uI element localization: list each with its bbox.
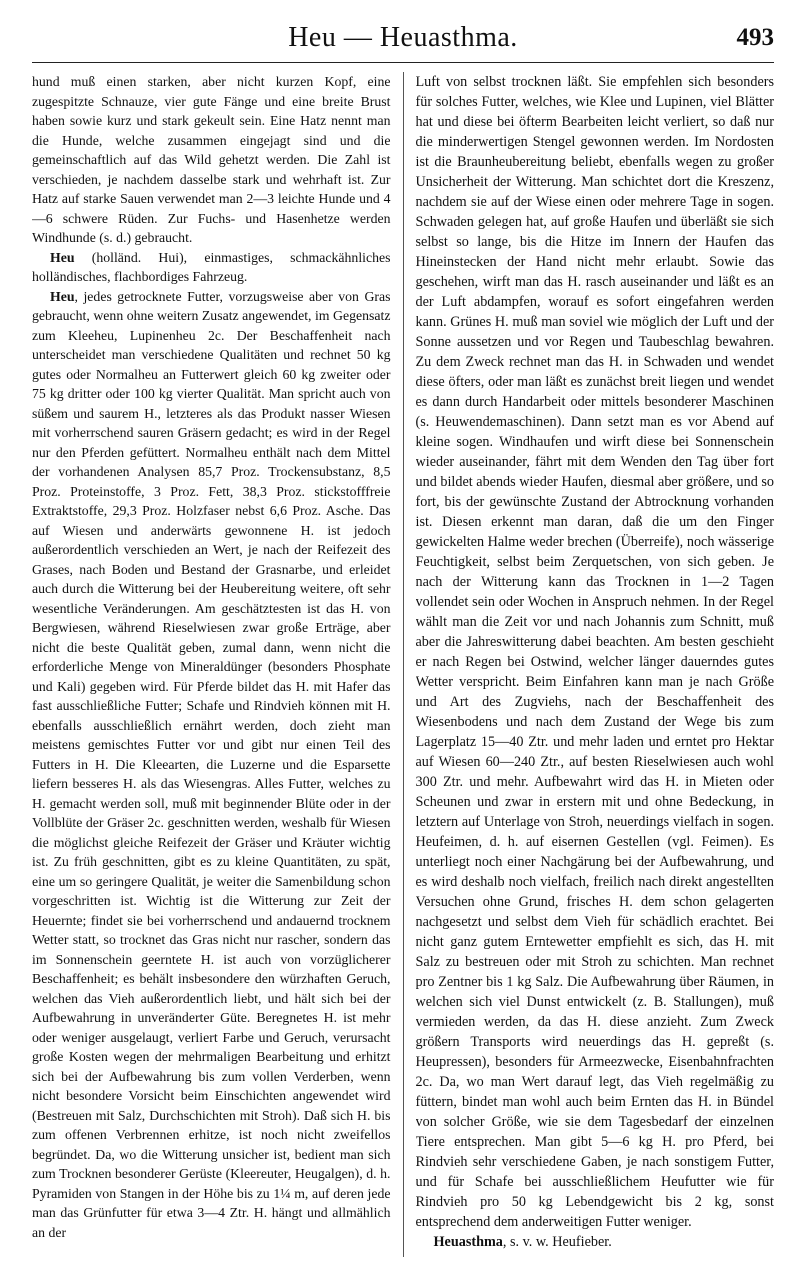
left-column (32, 72, 391, 1257)
running-title: Heu — Heuasthma. (288, 22, 518, 53)
paragraph-continuation: hund muß einen starken, aber nicht kurzen Kopf, eine zugespitzte Schnauze, vier gute Fänge und eine breite Brust haben sowie kurz und stark gekeult sein. Eine Hatz nennt man die Hunde, welche zusammen eingejagt sind und die gemeinschaftlich auf das Wild gehetzt werden. Die Zahl ist verschieden, je nachdem dasselbe stark und wehrhaft ist. Zur Hatz auf starke Sauen verwendet man 2—3 leichte Hunde und 4—6 schwere Rüden. Zur Fuchs- und Hasenhetze werden Windhunde (s. d.) gebraucht. (32, 74, 391, 245)
entry-body: (holländ. Hui), einmastiges, schmackähnliches holländisches, flachbordiges Fahrzeug. (32, 249, 391, 284)
right-column (416, 72, 775, 1257)
entry-headword: Heuasthma (433, 1234, 503, 1250)
entry-heu-vessel (32, 248, 391, 287)
entry-body: , s. v. w. Heufieber. (502, 1234, 612, 1250)
column-divider (403, 72, 404, 1257)
page-number: 493 (736, 24, 774, 51)
page-header (32, 22, 774, 63)
entry-headword: Heu (50, 288, 75, 304)
entry-heuasthma (416, 1232, 775, 1252)
entry-body: , jedes getrocknete Futter, vorzugsweise aber von Gras gebraucht, wenn ohne weitern Zusatz angewendet, im Gegensatz zum Kleeheu, Lupinenheu 2c. Der Beschaffenheit nach unterscheidet man verschiedene Qualitäten und rechnet 50 kg gutes oder Normalheu an Futterwert gleich 60 kg zweiter oder 75 kg dritter oder 100 kg vierter Qualität. Man spricht auch von süßem und saurem H., letzteres als das Produkt nasser Wiesen mit vorherrschend sauren Gräsern gedacht; es wird in der Regel nur den Pferden gefüttert. Normalheu enthält nach dem Mittel der vorhandenen Analysen 85,7 Proz. Trockensubstanz, 8,5 Proz. Proteinstoffe, 3 Proz. Fett, 38,3 Proz. stickstofffreie Extraktstoffe, 29,3 Proz. Holzfaser nebst 6,6 Proz. Asche. Das auf Wiesen und anderwärts gewonnene H. ist jedoch außerordentlich verschieden an Wert, je nach der Reifezeit des Grases, nach Boden und Bestand der Grasnarbe, und erleidet auch durch die Witterung bei der Heubereitung weitere, oft sehr wesentliche Veränderungen. Am geschätztesten ist das H. von Bergwiesen, während Rieselwiesen zwar große Erträge, aber nicht die beste Qualität geben, zumal dann, wenn nicht die erforderliche Menge von Mineraldünger (besonders Phosphate und Kali) gegeben wird. Für Pferde bildet das H. mit Hafer das fast ausschließliche Futter; Schafe und Rindvieh können mit H. ebenfalls ausschließlich ernährt werden, doch zieht man meistens gemischtes Futter vor und gibt nur einen Teil des Futters in H. Die Kleearten, die Luzerne und die Esparsette liefern besseres H. als das Wiesengras. Alles Futter, welches zu H. gemacht werden soll, muß mit beginnender Blüte oder in der Vollblüte der Gräser 2c. geschnitten werden, weshalb für Wiesen die möglichst gleiche Reifezeit der Gräser und Kräuter wichtig ist. Zu früh geschnitten, gibt es zu kleine Quantitäten, zu spät, eine um so geringere Qualität, je weiter die Samenbildung schon vorgeschritten ist. Wichtig ist die Witterung zur Zeit der Heuernte; findet sie bei vorherrschend und andauernd trocknem Wetter statt, so trocknet das Gras nicht nur rascher, sondern das im Sonnenschein geerntete H. ist auch von vorzüglicherer Beschaffenheit; es behält insbesondere den würzhaften Geruch, welchen das Vieh außerordentlich liebt, und hält sich bei der Aufbewahrung in unveränderter Güte. Beregnetes H. ist mehr oder weniger ausgelaugt, verliert Farbe und Geruch, verursacht große Kosten wegen der mehrmaligen Bearbeitung und erhitzt sich bei der Aufbewahrung bis zum vollen Verderben, wenn nicht besondere Vorsicht beim Einschichten angewendet wird (Bestreuen mit Salz, Durchschichten mit Stroh). Daß sich H. bis zum offenen Verbrennen erhitze, ist noch nicht zweifellos begründet. Da, wo die Witterung unsicher ist, bedient man sich zum Trocknen besonderer Gerüste (Kleereuter, Heugalgen), d. h. Pyramiden von Stangen in der Höhe bis zu 1¼ m, auf deren jede man das Grünfutter für etwa 3—4 Ztr. H. hängt und allmählich an der (32, 288, 391, 1240)
text-columns (32, 72, 774, 1257)
entry-headword: Heu (50, 249, 75, 265)
entry-heu-fodder (32, 287, 391, 1243)
paragraph-continuation: Luft von selbst trocknen läßt. Sie empfehlen sich besonders für solches Futter, welches, wie Klee und Lupinen, viel Blätter hat und diese bei öfterm Bearbeiten leicht verliert, so daß nur die minderwertigen Stengel gewonnen werden. Im Nordosten ist die Braunheubereitung beliebt, ebenfalls wegen zu großer Unsicherheit der Witterung. Man schichtet dort die Kreszenz, nachdem sie auf der Wiese einen oder mehrere Tage in sogen. Schwaden gelegen hat, auf große Haufen und überläßt sie sich selbst so lange, bis die Hitze im Innern der Haufen das Hineinstecken der Hand nicht mehr erlaubt. Sowie das geschehen, wirft man das H. rasch auseinander und läßt es an der Luft abdampfen, worauf es sofort eingefahren werden kann. Grünes H. muß man soviel wie möglich der Luft und der Sonne aussetzen und vor Regen und Taubeschlag bewahren. Zu dem Zweck rechnet man das H. in Schwaden und wendet diese öfters, oder man läßt es zunächst breit liegen und wendet es dann durch Handarbeit oder mittels besonderer Maschinen (s. Heuwendemaschinen). Dann setzt man es vor Abend auf kleine sogen. Windhaufen und wirft diese bei Sonnenschein wieder auseinander, fährt mit dem Wenden den Tag über fort und bildet abends wieder Haufen, diesmal aber größere, und so fort, bis der gewünschte Zustand der Abtrocknung vorhanden ist. Diesen erkennt man daran, daß die um den Finger gewickelten Halme weder brechen (Überreife), noch wässerige Feuchtigkeit, selbst beim Zerquetschen, von sich geben. Je nach der Witterung kann das Trocknen in 1—2 Tagen vollendet sein oder Wochen in Anspruch nehmen. In der Regel wählt man die Zeit vor und nach Johannis zum Schnitt, muß aber die Jahreswitterung dabei beachten. Am besten geschieht er nach Regen bei Ostwind, welcher länger dauerndes gutes Wetter verspricht. Beim Einfahren kann man je nach Größe und Art des Zugviehs, nach der Beschaffenheit des Wiesenbodens und nach dem Zustand der Wege bis zum Lagerplatz 15—40 Ztr. und mehr laden und erntet pro Hektar auf Wiesen 60—240 Ztr., auf besten Rieselwiesen auch wohl 300 Ztr. und mehr. Aufbewahrt wird das H. in Mieten oder Scheunen und zwar in erstern mit und ohne Bedeckung, in letztern auf Unterlage von Stroh, neuerdings vielfach in sogen. Heufeimen, d. h. auf eisernen Gestellen (vgl. Feimen). Es unterliegt noch einer Nachgärung bei der Aufbewahrung, und es wird deshalb noch vielfach, freilich nach direkt angestellten Versuchen ohne Grund, frisches H. dem schon gelagerten nachgesetzt und selbst dem Vieh für schädlich erachtet. Bei nicht ganz gutem Erntewetter empfiehlt es sich, das H. mit Salz zu bestreuen oder mit Stroh zu schichten. Man rechnet pro Zentner bis 1 kg Salz. Die Aufbewahrung über Räumen, in welchen sich viel Dunst entwickelt (z. B. Stallungen), muß vermieden werden, da das H. diese anzieht. Zum Zweck größern Transports wird neuerdings das H. gepreßt (s. Heupressen), besonders für Armeezwecke, Eisenbahnfrachten 2c. Da, wo man Wert darauf legt, das Vieh regelmäßig zu füttern, bindet man wohl auch beim Ernten das H. in Bündel von solcher Größe, wie sie dem Tagesbedarf der einzelnen Tiere entsprechen. Man gibt 5—6 kg H. pro Pferd, bei Rindvieh sehr verschiedene Gaben, je nach sonstigem Futter, und für Schafe bei ausschließlichem Heufutter wie für Rindvieh pro 50 kg Lebendgewicht bis 2 kg, sonst entsprechend dem anderweitigen Futter weniger. (415, 74, 774, 1230)
